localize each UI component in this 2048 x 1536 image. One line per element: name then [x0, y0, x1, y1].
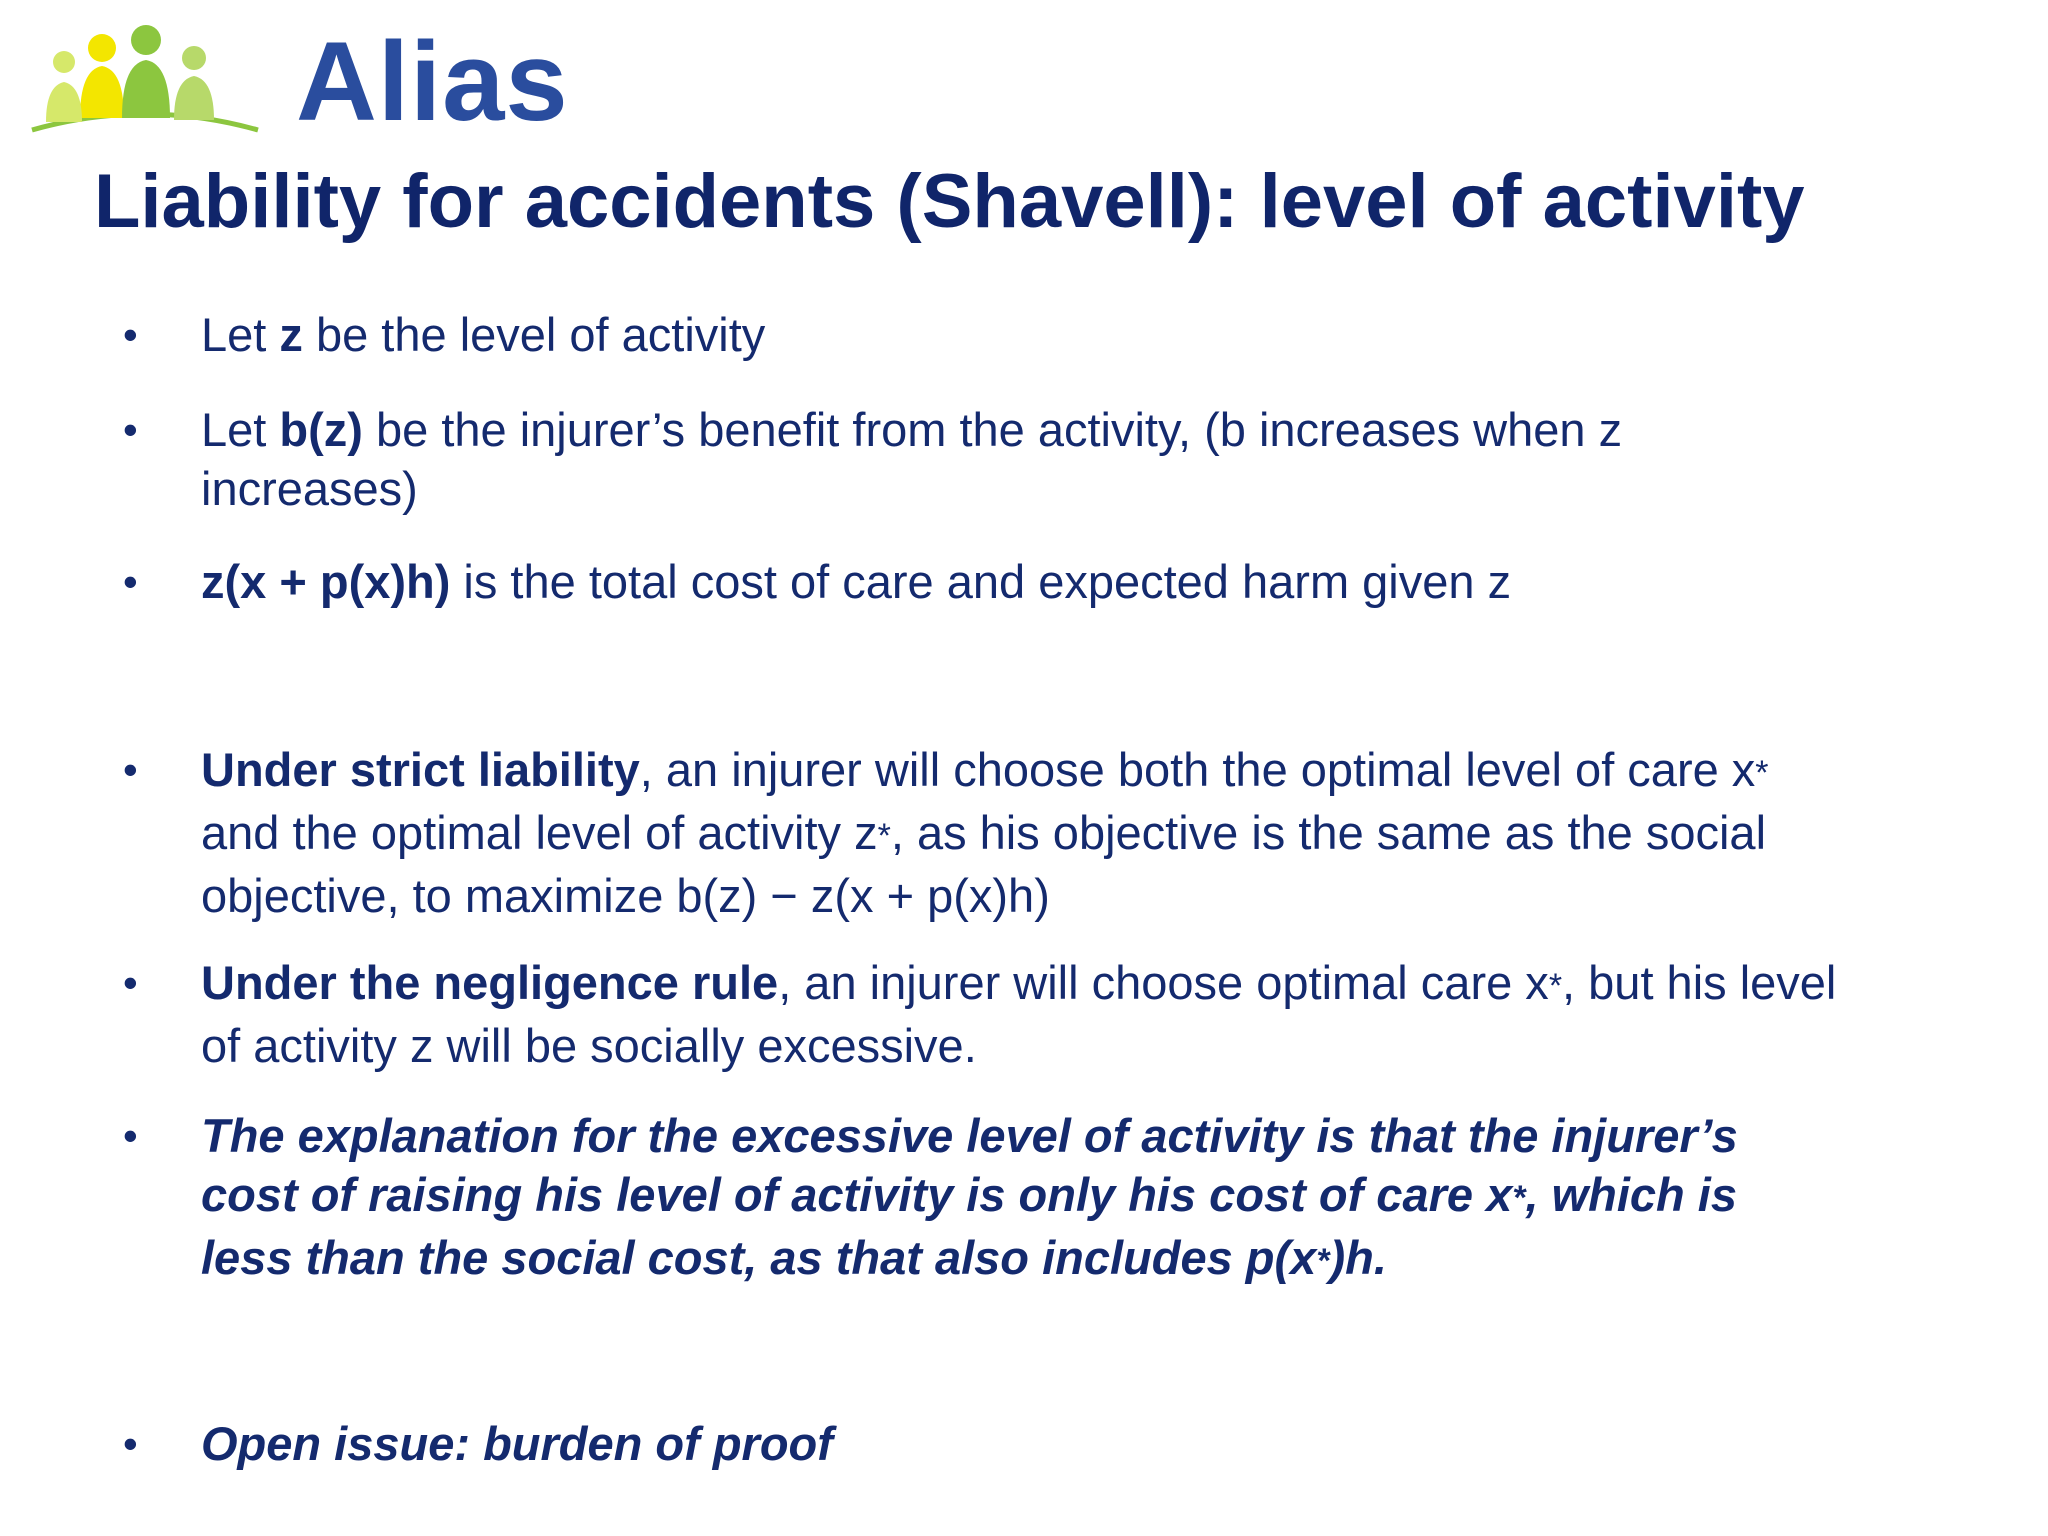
bold-term: b(z): [279, 403, 363, 456]
logo-text: Alias: [296, 19, 569, 144]
asterisk-mark: *: [1548, 967, 1563, 1005]
bullet-dot: •: [123, 558, 138, 605]
bullet-dot: •: [123, 311, 138, 358]
bullet-text: [201, 740, 1841, 925]
text-run: be the level of activity: [302, 308, 766, 361]
asterisk-mark: *: [877, 817, 891, 855]
bullet-text: [201, 1106, 1841, 1291]
text-run: is the total cost of care and expected harm given z: [450, 555, 1512, 608]
asterisk-mark: *: [1316, 1242, 1330, 1280]
bold-term: Under the negligence rule: [201, 956, 779, 1009]
text-run: , which is less than the social cost, as that also includes p(x: [201, 1168, 1737, 1284]
bullet-dot: •: [123, 406, 138, 453]
slide-title: Liability for accidents (Shavell): level of activity: [94, 159, 1805, 244]
bullet-dot: •: [123, 959, 138, 1006]
bold-term: z: [279, 308, 303, 361]
bold-term: z(x + p(x)h): [201, 555, 451, 608]
text-run: Let: [201, 308, 280, 361]
text-run: , an injurer will choose both the optimal level of care x: [639, 743, 1756, 796]
bullet-text: [201, 953, 1841, 1075]
bullet-text: [201, 552, 1841, 611]
bullet-text: [201, 400, 1841, 518]
bullet-text: [201, 305, 1841, 364]
text-run: )h.: [1329, 1231, 1387, 1284]
text-run: The explanation for the excessive level of activity is that the injurer’s cost of raising his level of activity is only his cost of care x: [201, 1109, 1738, 1221]
text-run: , but his level of activity z will be socially excessive.: [201, 956, 1837, 1072]
text-run: Open issue: burden of proof: [201, 1417, 833, 1470]
asterisk-mark: *: [1512, 1179, 1526, 1217]
text-run: , as his objective is the same as the social objective, to maximize b(z) − z(x + p(x)h): [201, 806, 1767, 922]
bullet-text: [201, 1414, 1841, 1473]
text-run: be the injurer’s benefit from the activity, (b increases when z increases): [201, 403, 1623, 515]
bullet-dot: •: [123, 1420, 138, 1467]
bullet-dot: •: [123, 746, 138, 793]
bullet-dot: •: [123, 1112, 138, 1159]
bold-term: Under strict liability: [201, 743, 640, 796]
text-run: Let: [201, 403, 280, 456]
text-run: and the optimal level of activity z: [201, 806, 878, 859]
text-run: , an injurer will choose optimal care x: [778, 956, 1549, 1009]
asterisk-mark: *: [1755, 754, 1769, 792]
